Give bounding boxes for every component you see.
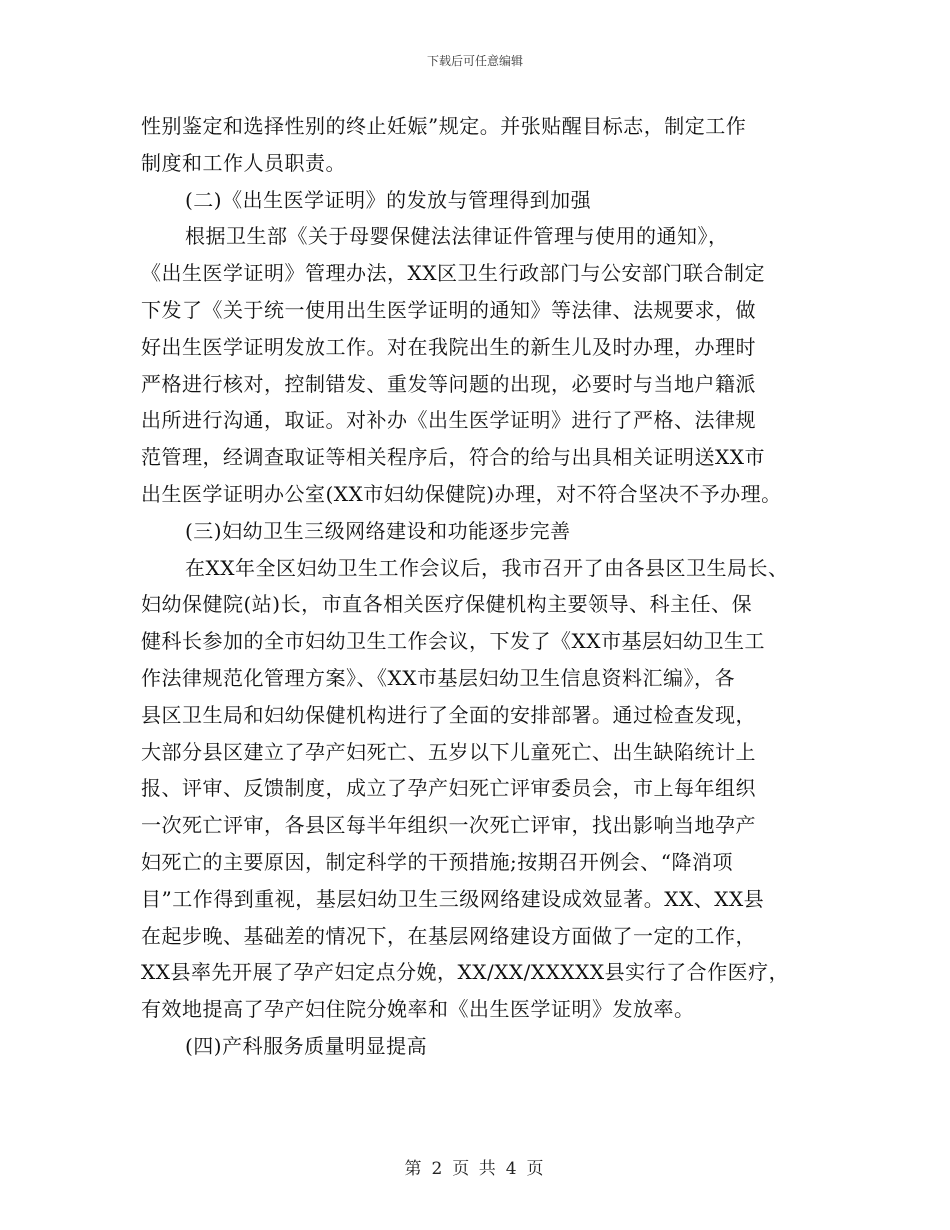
text-line: 好出生医学证明发放工作。对在我院出生的新生儿及时办理，办理时 bbox=[141, 334, 756, 359]
text-line: 妇死亡的主要原因，制定科学的干预措施;按期召开例会、“降消项 bbox=[141, 849, 733, 874]
text-line: 制度和工作人员职责。 bbox=[141, 150, 346, 175]
text-line: 目”工作得到重视，基层妇幼卫生三级网络建设成效显著。XX、XX县 bbox=[141, 886, 765, 911]
text-line: 有效地提高了孕产妇住院分娩率和《出生医学证明》发放率。 bbox=[141, 997, 695, 1022]
text-line: 在XX年全区妇幼卫生工作会议后，我市召开了由各县区卫生局长、 bbox=[185, 555, 789, 580]
text-line: 作法律规范化管理方案》、《XX市基层妇幼卫生信息资料汇编》，各 bbox=[141, 665, 735, 690]
text-line: 出生医学证明办公室(XX市妇幼保健院)办理，对不符合坚决不予办理。 bbox=[141, 481, 782, 506]
text-line: 性别鉴定和选择性别的终止妊娠”规定。并张贴醒目标志，制定工作 bbox=[141, 114, 747, 138]
text-line: 下发了《关于统一使用出生医学证明的通知》等法律、法规要求，做 bbox=[141, 297, 756, 322]
text-line: (二)《出生医学证明》的发放与管理得到加强 bbox=[185, 187, 592, 212]
document-body bbox=[141, 108, 831, 1065]
text-line: 在起步晚、基础差的情况下，在基层网络建设方面做了一定的工作， bbox=[141, 923, 756, 948]
text-line: 报、评审、反馈制度，成立了孕产妇死亡评审委员会，市上每年组织 bbox=[141, 776, 756, 801]
page-header: 下载后可任意编辑 bbox=[426, 54, 523, 68]
footer-page-number: 2 bbox=[431, 1159, 445, 1179]
footer-total-pages: 4 bbox=[505, 1159, 519, 1179]
text-line: 大部分县区建立了孕产妇死亡、五岁以下儿童死亡、出生缺陷统计上 bbox=[141, 739, 756, 764]
text-line: 妇幼保健院(站)长，市直各相关医疗保健机构主要领导、科主任、保 bbox=[141, 592, 753, 617]
text-line: 一次死亡评审，各县区每半年组织一次死亡评审，找出影响当地孕产 bbox=[141, 813, 756, 838]
text-line: 健科长参加的全市妇幼卫生工作会议，下发了《XX市基层妇幼卫生工 bbox=[141, 629, 765, 654]
footer-middle: 页 共 bbox=[452, 1159, 498, 1179]
text-line: 范管理，经调查取证等相关程序后，符合的给与出具相关证明送XX市 bbox=[141, 445, 765, 470]
text-line: (三)妇幼卫生三级网络建设和功能逐步完善 bbox=[185, 518, 571, 543]
text-line: (四)产科服务质量明显提高 bbox=[185, 1033, 428, 1058]
text-line: 根据卫生部《关于母婴保健法法律证件管理与使用的通知》， bbox=[185, 224, 729, 249]
text-line: 县区卫生局和妇幼保健机构进行了全面的安排部署。通过检查发现， bbox=[141, 702, 756, 727]
page-footer bbox=[0, 1154, 950, 1179]
text-line: 《出生医学证明》管理办法，XX区卫生行政部门与公安部门联合制定 bbox=[141, 261, 765, 286]
text-line: 出所进行沟通，取证。对补办《出生医学证明》进行了严格、法律规 bbox=[141, 408, 756, 433]
text-line: XX县率先开展了孕产妇定点分娩，XX/XX/XXXXX县实行了合作医疗， bbox=[141, 960, 790, 985]
text-line: 严格进行核对，控制错发、重发等问题的出现，必要时与当地户籍派 bbox=[141, 371, 756, 396]
footer-prefix: 第 bbox=[404, 1159, 424, 1179]
footer-suffix: 页 bbox=[526, 1159, 546, 1179]
